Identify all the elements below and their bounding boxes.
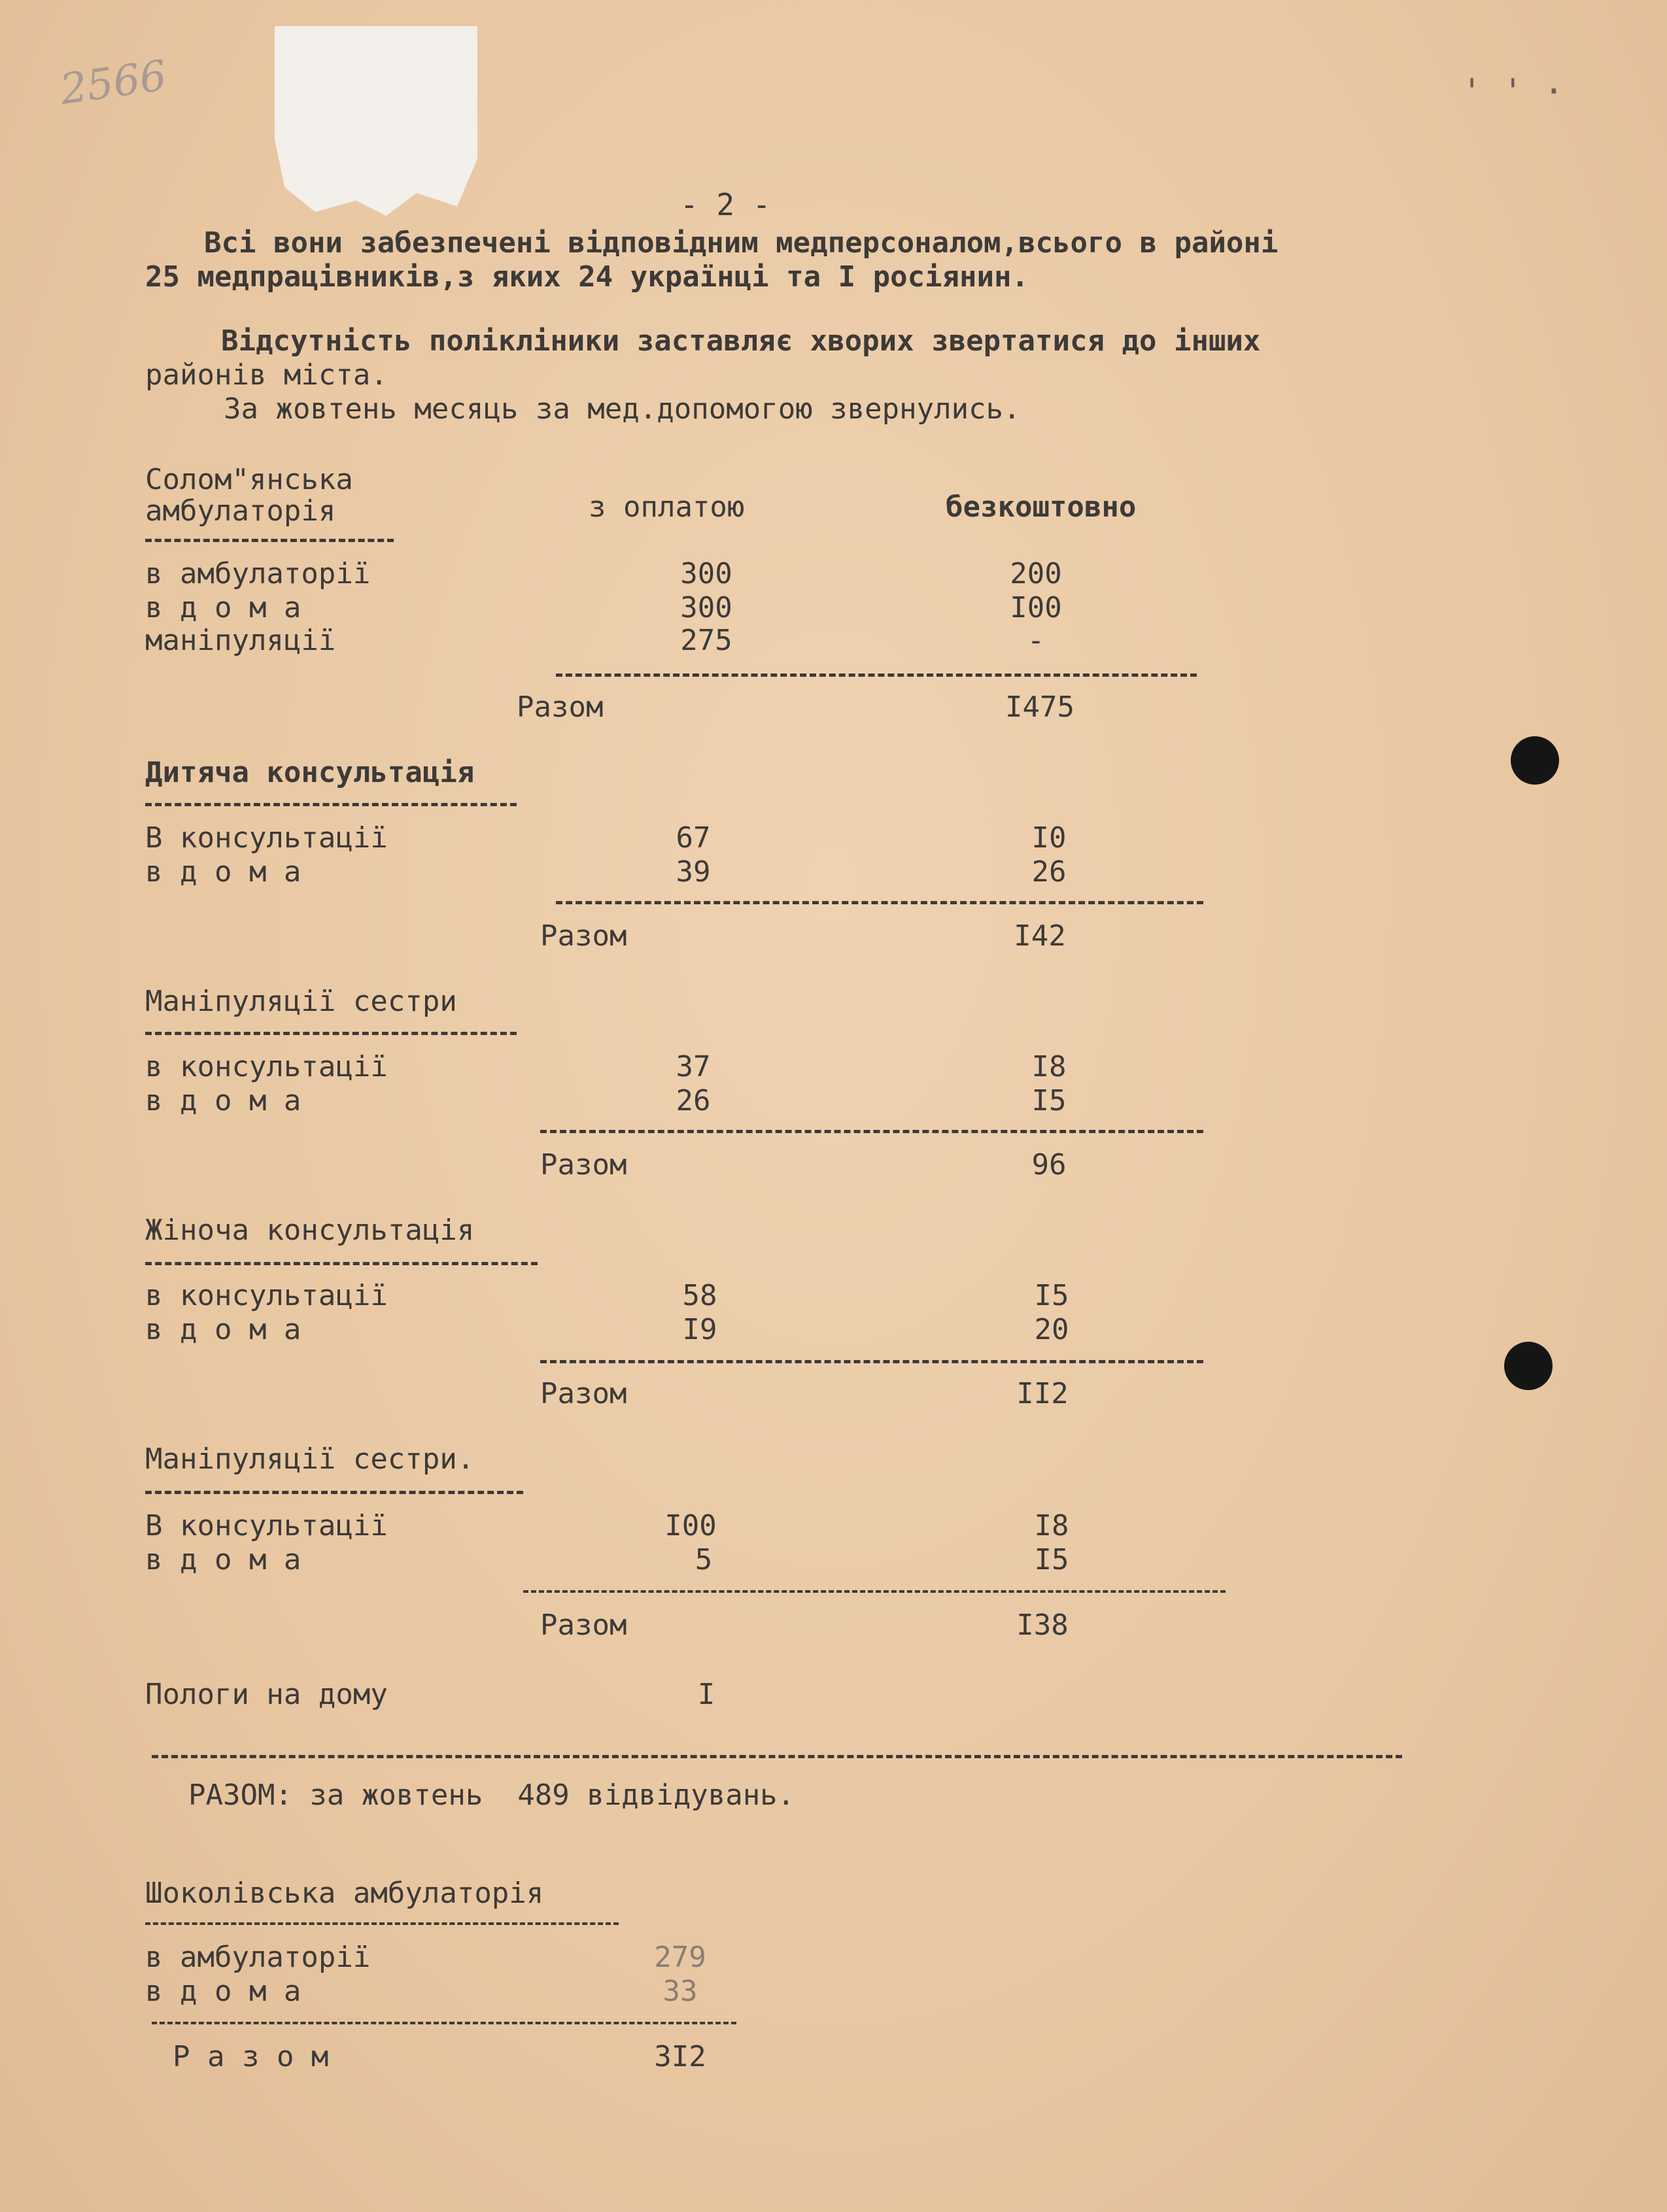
shokolivska-title-underline <box>145 1922 619 1925</box>
section-4-total-label: Разом <box>540 1377 627 1410</box>
archive-folio-number: 2566 <box>57 52 170 114</box>
section-3-total-value: 96 <box>1031 1148 1067 1182</box>
section-4-total-rule <box>540 1360 1203 1363</box>
section-5-row-2-label: в д о м а <box>145 1543 301 1576</box>
births-at-home-label: Пологи на дому <box>145 1678 388 1711</box>
section-1-total-rule <box>556 673 1197 677</box>
section-1-row-3-label: маніпуляції <box>145 624 336 657</box>
section-5-row-1-paid: I00 <box>664 1509 717 1542</box>
section-1-title-line-2: амбулаторія <box>145 494 336 528</box>
section-5-total-label: Разом <box>540 1608 627 1642</box>
section-1-row-2-free: I00 <box>1010 591 1062 624</box>
torn-corner <box>275 26 477 216</box>
page-number: - 2 - <box>680 187 771 222</box>
section-4-total-value: II2 <box>1016 1377 1069 1410</box>
section-4-title: Жіноча консультація <box>145 1214 475 1247</box>
intro-line-5: За жовтень месяць за мед.допомогою звернулись. <box>224 392 1021 426</box>
section-1-title-line-1: Солом"янська <box>145 463 353 496</box>
shokolivska-total-label: Р а з о м <box>173 2040 329 2073</box>
section-1-row-3-free: - <box>1027 624 1045 657</box>
section-3-row-1-paid: 37 <box>676 1050 711 1083</box>
section-3-row-2-label: в д о м а <box>145 1084 301 1117</box>
section-1-total-label: Разом <box>517 690 604 724</box>
section-4-row-1-label: в консультації <box>145 1279 388 1312</box>
section-1-row-1-free: 200 <box>1010 557 1062 590</box>
section-1-row-1-paid: 300 <box>680 557 732 590</box>
section-5-row-1-free: I8 <box>1034 1509 1069 1542</box>
shokolivska-row-2-label: в д о м а <box>145 1975 301 2008</box>
section-5-row-1-label: В консультації <box>145 1509 388 1542</box>
section-2-title: Дитяча консультація <box>145 756 475 789</box>
corner-mark: ' ' · <box>1462 72 1564 111</box>
shokolivska-total-rule <box>152 2022 736 2024</box>
section-2-title-underline <box>145 803 517 806</box>
intro-line-4: районів міста. <box>145 358 388 392</box>
section-3-row-2-paid: 26 <box>676 1084 711 1117</box>
shokolivska-title: Шоколівська амбулаторія <box>145 1877 544 1910</box>
section-3-total-label: Разом <box>540 1148 627 1182</box>
section-2-total-value: I42 <box>1014 919 1066 953</box>
shokolivska-row-1-label: в амбулаторії <box>145 1941 371 1974</box>
intro-line-3: Відсутність полікліники заставляє хворих звертатися до інших <box>221 324 1261 358</box>
section-5-total-rule <box>523 1590 1226 1593</box>
section-4-row-2-label: в д о м а <box>145 1313 301 1346</box>
section-4-title-underline <box>145 1262 538 1265</box>
section-3-title: Маніпуляції сестри <box>145 985 457 1018</box>
section-5-title: Маніпуляції сестри. <box>145 1442 475 1476</box>
section-3-total-rule <box>540 1130 1203 1133</box>
shokolivska-row-2-value: 33 <box>662 1975 698 2008</box>
section-1-row-2-paid: 300 <box>680 591 732 624</box>
shokolivska-row-1-value: 279 <box>654 1941 706 1974</box>
section-1-row-3-paid: 275 <box>680 624 732 657</box>
punch-hole-bottom <box>1504 1342 1553 1390</box>
section-5-row-2-paid: 5 <box>695 1543 713 1576</box>
section-1-title-underline <box>145 539 394 542</box>
section-2-row-1-free: I0 <box>1031 821 1067 855</box>
intro-line-1: Всі вони забезпечені відповідним медперсоналом,всього в районі <box>204 226 1279 260</box>
column-header-paid: з оплатою <box>589 490 745 524</box>
column-header-free: безкоштовно <box>946 490 1137 524</box>
section-4-row-2-paid: I9 <box>682 1313 717 1346</box>
shokolivska-total-value: 3I2 <box>654 2040 706 2073</box>
section-4-row-2-free: 20 <box>1034 1313 1069 1346</box>
section-3-row-2-free: I5 <box>1031 1084 1067 1117</box>
section-4-row-1-paid: 58 <box>682 1279 717 1312</box>
section-5-total-value: I38 <box>1016 1608 1069 1642</box>
section-2-row-2-free: 26 <box>1031 855 1067 889</box>
section-1-total-value: I475 <box>1005 690 1074 724</box>
section-2-row-2-label: в д о м а <box>145 855 301 889</box>
section-5-row-2-free: I5 <box>1034 1543 1069 1576</box>
section-1-row-2-label: в д о м а <box>145 591 301 624</box>
punch-hole-top <box>1511 736 1559 785</box>
intro-line-2: 25 медпрацівників,з яких 24 українці та І росіянин. <box>145 260 1029 294</box>
births-at-home-value: I <box>697 1678 715 1711</box>
grand-total-line: РАЗОМ: за жовтень 489 відвідувань. <box>188 1778 795 1812</box>
section-5-title-underline <box>145 1491 523 1494</box>
section-2-total-rule <box>556 901 1203 904</box>
section-3-title-underline <box>145 1032 517 1035</box>
section-4-row-1-free: I5 <box>1034 1279 1069 1312</box>
section-2-row-2-paid: 39 <box>676 855 711 889</box>
section-2-total-label: Разом <box>540 919 627 953</box>
section-2-row-1-label: В консультації <box>145 821 388 855</box>
grand-total-rule <box>152 1755 1402 1758</box>
section-1-row-1-label: в амбулаторії <box>145 557 371 590</box>
section-3-row-1-free: I8 <box>1031 1050 1067 1083</box>
section-3-row-1-label: в консультації <box>145 1050 388 1083</box>
section-2-row-1-paid: 67 <box>676 821 711 855</box>
